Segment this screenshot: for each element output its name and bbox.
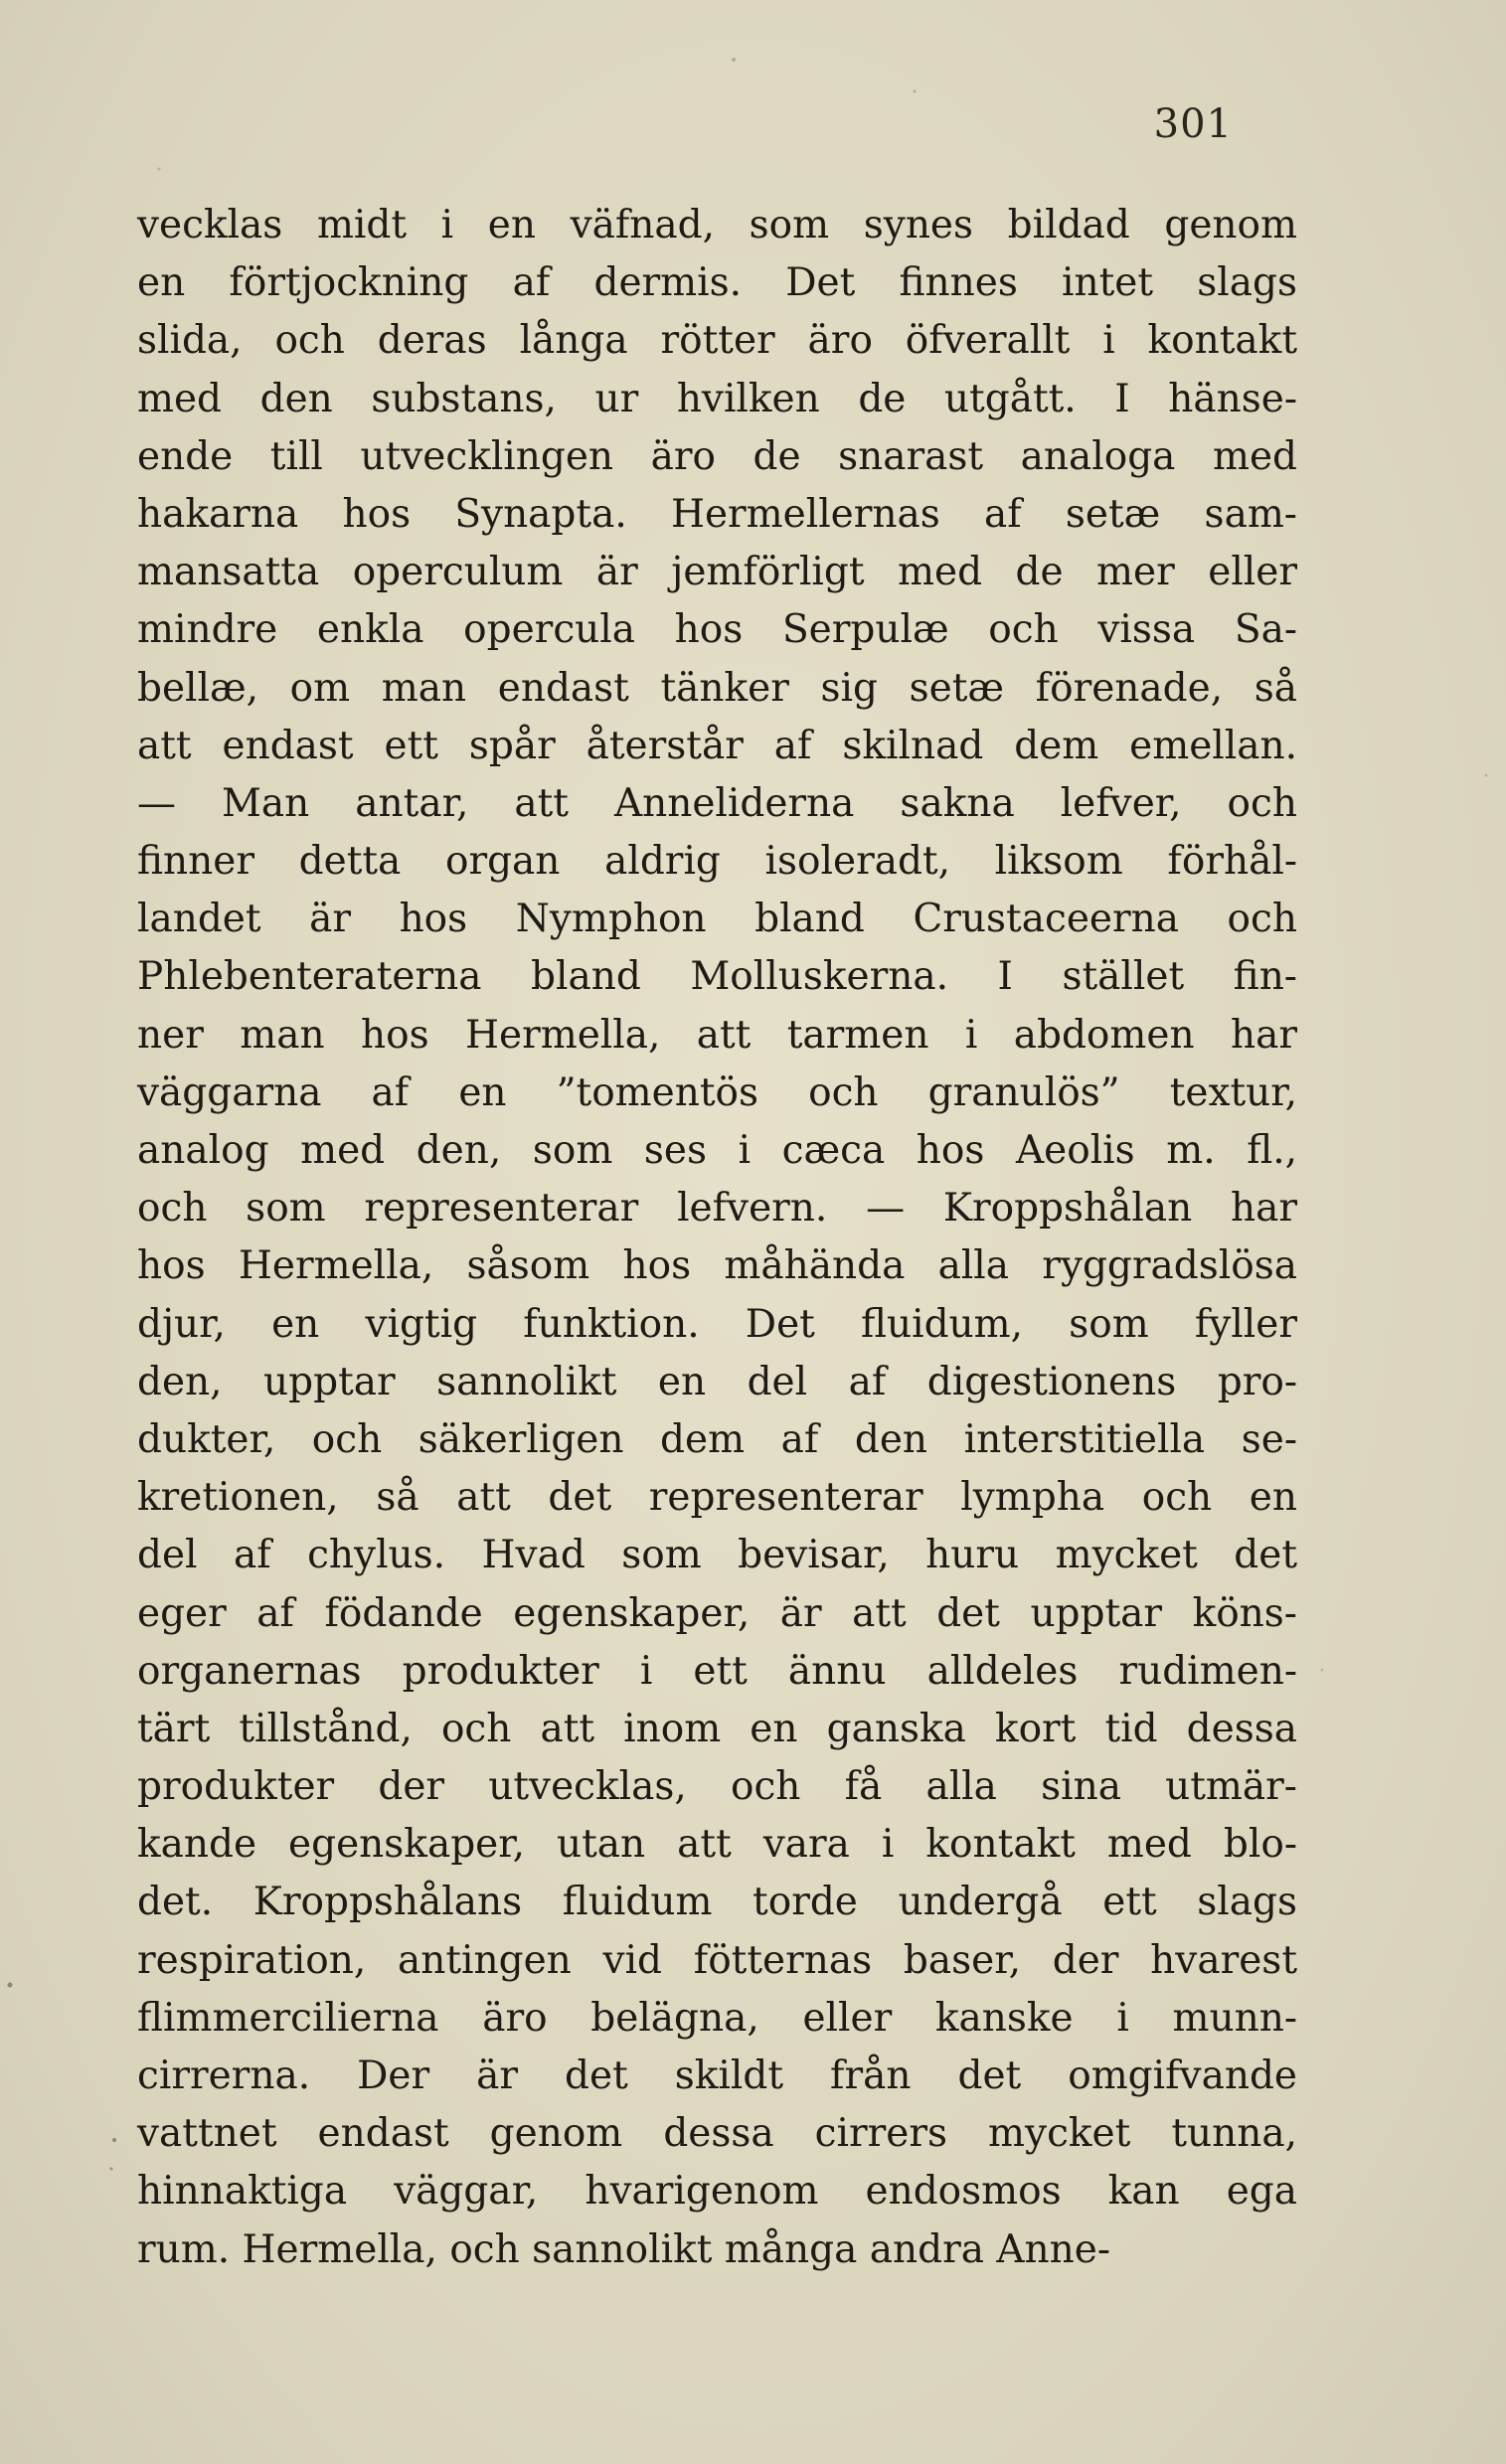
body-text — [137, 197, 1297, 2279]
paper-speck — [158, 168, 161, 171]
paper-speck — [1321, 1669, 1324, 1672]
page-number: 301 — [1153, 101, 1233, 147]
text-line: mansatta operculum är jemförligt med de mer eller — [137, 550, 1297, 595]
paper-speck — [110, 2168, 113, 2171]
text-line: ner man hos Hermella, att tarmen i abdomen har — [137, 1012, 1297, 1058]
text-line: vattnet endast genom dessa cirrers mycket tunna, — [137, 2111, 1297, 2157]
text-line: flimmercilierna äro belägna, eller kanske i munn- — [137, 1995, 1297, 2041]
text-line: slida, och deras långa rötter äro öfverallt i kontakt — [137, 318, 1297, 364]
text-line: del af chylus. Hvad som bevisar, huru mycket det — [137, 1533, 1297, 1578]
text-line: hakarna hos Synapta. Hermellernas af setæ sam- — [137, 491, 1297, 537]
text-line: ende till utvecklingen äro de snarast analoga med — [137, 433, 1297, 479]
text-line: landet är hos Nymphon bland Crustaceerna och — [137, 897, 1297, 942]
paper-speck — [732, 58, 736, 62]
paper-speck — [8, 1983, 13, 1988]
text-line: — Man antar, att Anneliderna sakna lefver, och — [137, 780, 1297, 826]
text-line: Phlebenteraterna bland Molluskerna. I stället fin- — [137, 954, 1297, 1000]
text-line: produkter der utvecklas, och få alla sina utmär- — [137, 1764, 1297, 1810]
text-line: cirrerna. Der är det skildt från det omgifvande — [137, 2053, 1297, 2098]
text-line: rum. Hermella, och sannolikt många andra Anne- — [137, 2226, 1111, 2272]
text-line: eger af födande egenskaper, är att det upptar köns- — [137, 1590, 1297, 1636]
text-line: mindre enkla opercula hos Serpulæ och vissa Sa- — [137, 607, 1297, 653]
text-line: bellæ, om man endast tänker sig setæ förenade, så — [137, 665, 1297, 711]
text-line: kretionen, så att det representerar lympha och en — [137, 1475, 1297, 1521]
text-line: den, upptar sannolikt en del af digestionens pro- — [137, 1359, 1297, 1404]
text-line: dukter, och säkerligen dem af den interstitiella se- — [137, 1416, 1297, 1462]
text-line: djur, en vigtig funktion. Det fluidum, som fyller — [137, 1301, 1297, 1347]
text-line: tärt tillstånd, och att inom en ganska kort tid dessa — [137, 1706, 1297, 1751]
text-line: analog med den, som ses i cæca hos Aeolis m. fl., — [137, 1128, 1297, 1173]
text-line: det. Kroppshålans fluidum torde undergå ett slags — [137, 1880, 1297, 1925]
text-line: hinnaktiga väggar, hvarigenom endosmos kan ega — [137, 2169, 1297, 2215]
text-line: organernas produkter i ett ännu alldeles rudimen- — [137, 1648, 1297, 1694]
text-line: respiration, antingen vid fötternas baser, der hvarest — [137, 1937, 1297, 1983]
paper-speck — [112, 2138, 116, 2142]
paper-speck — [1485, 774, 1488, 777]
text-line: väggarna af en ”tomentös och granulös” textur, — [137, 1069, 1297, 1115]
text-line: och som representerar lefvern. — Kroppshålan har — [137, 1186, 1297, 1232]
text-line: att endast ett spår återstår af skilnad dem emellan. — [137, 723, 1297, 768]
text-line: kande egenskaper, utan att vara i kontakt med blo- — [137, 1822, 1297, 1868]
text-line: hos Hermella, såsom hos måhända alla ryggradslösa — [137, 1243, 1297, 1289]
text-line: finner detta organ aldrig isoleradt, liksom förhål- — [137, 839, 1297, 885]
paper-speck — [914, 90, 917, 93]
text-line: vecklas midt i en väfnad, som synes bildad genom — [137, 203, 1297, 247]
text-line: en förtjockning af dermis. Det finnes intet slags — [137, 260, 1297, 306]
text-line: med den substans, ur hvilken de utgått. I hänse- — [137, 376, 1297, 421]
